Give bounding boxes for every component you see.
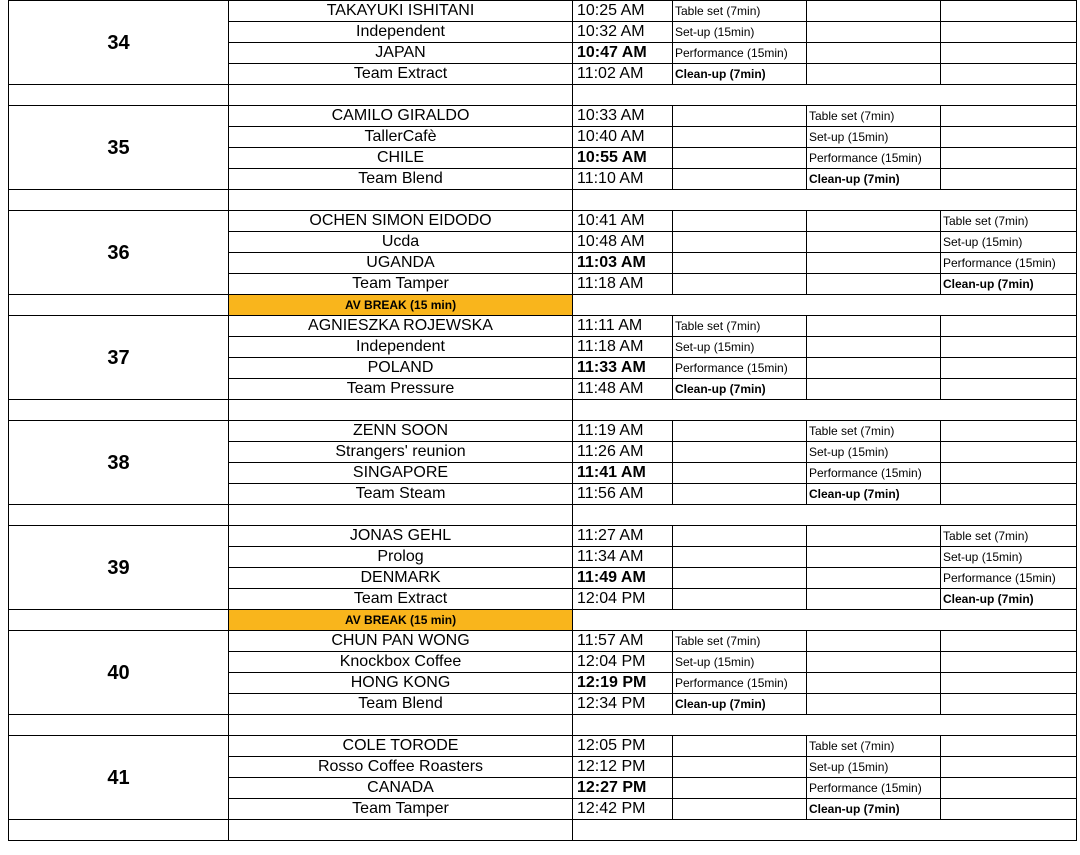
competitor-row [9,736,1077,757]
activity-label: Set-up (15min) [941,547,1077,568]
spacer-row [9,190,1077,211]
empty-cell [941,463,1077,484]
spacer-cell [573,400,1077,421]
empty-cell [807,64,941,85]
activity-label: Performance (15min) [941,253,1077,274]
empty-cell [941,379,1077,400]
empty-cell [941,1,1077,22]
spacer-cell [573,505,1077,526]
empty-cell [673,253,807,274]
spacer-cell [9,715,229,736]
competitor-company: Prolog [229,547,573,568]
activity-label: Clean-up (7min) [673,694,807,715]
activity-label: Table set (7min) [673,316,807,337]
spacer-cell [229,400,573,421]
empty-cell [941,757,1077,778]
slot-time: 11:48 AM [573,379,673,400]
slot-time: 10:40 AM [573,127,673,148]
activity-label: Clean-up (7min) [941,274,1077,295]
empty-cell [673,106,807,127]
spacer-cell [9,190,229,211]
empty-cell [807,652,941,673]
activity-label: Clean-up (7min) [941,589,1077,610]
empty-cell [941,148,1077,169]
competitor-country: POLAND [229,358,573,379]
slot-time: 10:25 AM [573,1,673,22]
slot-time: 11:57 AM [573,631,673,652]
competitor-row [9,1,1077,22]
activity-label: Table set (7min) [941,211,1077,232]
empty-cell [673,799,807,820]
competition-schedule-table [8,0,1077,841]
competitor-team: Team Pressure [229,379,573,400]
activity-label: Table set (7min) [673,631,807,652]
empty-cell [673,127,807,148]
empty-cell [941,673,1077,694]
empty-cell [941,169,1077,190]
spacer-cell [573,190,1077,211]
slot-time: 11:56 AM [573,484,673,505]
empty-cell [941,421,1077,442]
competitor-country: DENMARK [229,568,573,589]
empty-cell [807,43,941,64]
empty-cell [673,169,807,190]
slot-time: 12:19 PM [573,673,673,694]
competitor-company: Rosso Coffee Roasters [229,757,573,778]
empty-cell [807,358,941,379]
activity-label: Set-up (15min) [673,22,807,43]
empty-cell [941,106,1077,127]
competitor-row [9,211,1077,232]
empty-cell [941,652,1077,673]
activity-label: Set-up (15min) [673,337,807,358]
empty-cell [807,211,941,232]
competitor-row [9,316,1077,337]
av-break-label: AV BREAK (15 min) [229,295,573,316]
spacer-cell [229,85,573,106]
activity-label: Set-up (15min) [807,127,941,148]
slot-time: 11:19 AM [573,421,673,442]
slot-time: 10:55 AM [573,148,673,169]
empty-cell [673,526,807,547]
schedule-body [9,1,1077,841]
spacer-row [9,400,1077,421]
empty-cell [941,337,1077,358]
competitor-number: 38 [9,421,229,505]
activity-label: Performance (15min) [673,358,807,379]
slot-time: 11:49 AM [573,568,673,589]
competitor-number: 41 [9,736,229,820]
slot-time: 12:04 PM [573,652,673,673]
slot-time: 12:27 PM [573,778,673,799]
spacer-cell [229,190,573,211]
slot-time: 12:34 PM [573,694,673,715]
competitor-country: SINGAPORE [229,463,573,484]
empty-cell [673,211,807,232]
empty-cell [807,337,941,358]
empty-cell [807,316,941,337]
competitor-country: CHILE [229,148,573,169]
empty-cell [807,253,941,274]
competitor-name: AGNIESZKA ROJEWSKA [229,316,573,337]
slot-time: 10:32 AM [573,22,673,43]
competitor-team: Team Tamper [229,274,573,295]
slot-time: 10:47 AM [573,43,673,64]
competitor-number: 40 [9,631,229,715]
empty-cell [941,799,1077,820]
activity-label: Performance (15min) [807,148,941,169]
slot-time: 11:26 AM [573,442,673,463]
activity-label: Performance (15min) [807,778,941,799]
spacer-cell [9,400,229,421]
competitor-company: Ucda [229,232,573,253]
empty-cell [807,274,941,295]
empty-cell [941,64,1077,85]
av-break-row [9,610,1077,631]
spacer-cell [229,820,573,841]
empty-cell [673,778,807,799]
competitor-company: Independent [229,22,573,43]
spacer-row [9,85,1077,106]
slot-time: 11:11 AM [573,316,673,337]
empty-cell [807,694,941,715]
empty-cell [941,22,1077,43]
slot-time: 11:18 AM [573,274,673,295]
empty-cell [673,484,807,505]
competitor-team: Team Blend [229,169,573,190]
spacer-cell [229,715,573,736]
spacer-cell [573,295,1077,316]
activity-label: Set-up (15min) [807,757,941,778]
empty-cell [673,547,807,568]
av-break-label: AV BREAK (15 min) [229,610,573,631]
empty-cell [807,568,941,589]
empty-cell [941,127,1077,148]
empty-cell [673,736,807,757]
competitor-country: UGANDA [229,253,573,274]
activity-label: Clean-up (7min) [807,169,941,190]
competitor-number: 39 [9,526,229,610]
competitor-number: 34 [9,1,229,85]
empty-cell [941,736,1077,757]
slot-time: 10:41 AM [573,211,673,232]
spacer-cell [573,85,1077,106]
competitor-number: 35 [9,106,229,190]
slot-time: 11:33 AM [573,358,673,379]
slot-time: 10:33 AM [573,106,673,127]
competitor-number: 36 [9,211,229,295]
slot-time: 11:34 AM [573,547,673,568]
competitor-team: Team Extract [229,64,573,85]
empty-cell [807,673,941,694]
competitor-team: Team Steam [229,484,573,505]
empty-cell [673,463,807,484]
spacer-cell [229,505,573,526]
slot-time: 11:27 AM [573,526,673,547]
empty-cell [941,316,1077,337]
competitor-company: Independent [229,337,573,358]
activity-label: Clean-up (7min) [807,484,941,505]
competitor-row [9,526,1077,547]
competitor-company: TallerCafè [229,127,573,148]
empty-cell [807,631,941,652]
competitor-name: OCHEN SIMON EIDODO [229,211,573,232]
empty-cell [673,568,807,589]
competitor-team: Team Blend [229,694,573,715]
empty-cell [941,442,1077,463]
activity-label: Clean-up (7min) [673,379,807,400]
activity-label: Table set (7min) [807,106,941,127]
slot-time: 11:18 AM [573,337,673,358]
slot-time: 11:02 AM [573,64,673,85]
empty-cell [941,358,1077,379]
competitor-name: CAMILO GIRALDO [229,106,573,127]
competitor-team: Team Extract [229,589,573,610]
spacer-cell [9,85,229,106]
activity-label: Performance (15min) [807,463,941,484]
spacer-cell [9,295,229,316]
empty-cell [673,757,807,778]
spacer-cell [573,610,1077,631]
empty-cell [673,442,807,463]
slot-time: 10:48 AM [573,232,673,253]
spacer-cell [9,610,229,631]
empty-cell [673,232,807,253]
spacer-cell [573,820,1077,841]
empty-cell [941,631,1077,652]
empty-cell [673,421,807,442]
slot-time: 12:12 PM [573,757,673,778]
competitor-company: Knockbox Coffee [229,652,573,673]
competitor-country: CANADA [229,778,573,799]
competitor-name: TAKAYUKI ISHITANI [229,1,573,22]
competitor-name: CHUN PAN WONG [229,631,573,652]
av-break-row [9,295,1077,316]
spacer-cell [573,715,1077,736]
empty-cell [941,43,1077,64]
empty-cell [941,694,1077,715]
activity-label: Table set (7min) [941,526,1077,547]
activity-label: Clean-up (7min) [673,64,807,85]
activity-label: Set-up (15min) [673,652,807,673]
activity-label: Performance (15min) [673,673,807,694]
competitor-team: Team Tamper [229,799,573,820]
activity-label: Set-up (15min) [807,442,941,463]
slot-time: 12:04 PM [573,589,673,610]
spacer-row [9,715,1077,736]
empty-cell [807,379,941,400]
competitor-country: JAPAN [229,43,573,64]
empty-cell [941,484,1077,505]
empty-cell [807,1,941,22]
empty-cell [673,274,807,295]
spacer-row [9,505,1077,526]
empty-cell [673,589,807,610]
activity-label: Performance (15min) [941,568,1077,589]
slot-time: 11:10 AM [573,169,673,190]
slot-time: 11:03 AM [573,253,673,274]
competitor-name: ZENN SOON [229,421,573,442]
slot-time: 12:42 PM [573,799,673,820]
activity-label: Clean-up (7min) [807,799,941,820]
activity-label: Table set (7min) [807,736,941,757]
empty-cell [807,547,941,568]
activity-label: Set-up (15min) [941,232,1077,253]
slot-time: 12:05 PM [573,736,673,757]
competitor-country: HONG KONG [229,673,573,694]
empty-cell [807,232,941,253]
empty-cell [807,589,941,610]
slot-time: 11:41 AM [573,463,673,484]
competitor-number: 37 [9,316,229,400]
activity-label: Table set (7min) [673,1,807,22]
competitor-company: Strangers' reunion [229,442,573,463]
empty-cell [673,148,807,169]
competitor-row [9,106,1077,127]
competitor-name: COLE TORODE [229,736,573,757]
empty-cell [941,778,1077,799]
activity-label: Table set (7min) [807,421,941,442]
empty-cell [807,526,941,547]
spacer-row [9,820,1077,841]
activity-label: Performance (15min) [673,43,807,64]
spacer-cell [9,820,229,841]
competitor-row [9,631,1077,652]
empty-cell [807,22,941,43]
competitor-row [9,421,1077,442]
spacer-cell [9,505,229,526]
competitor-name: JONAS GEHL [229,526,573,547]
